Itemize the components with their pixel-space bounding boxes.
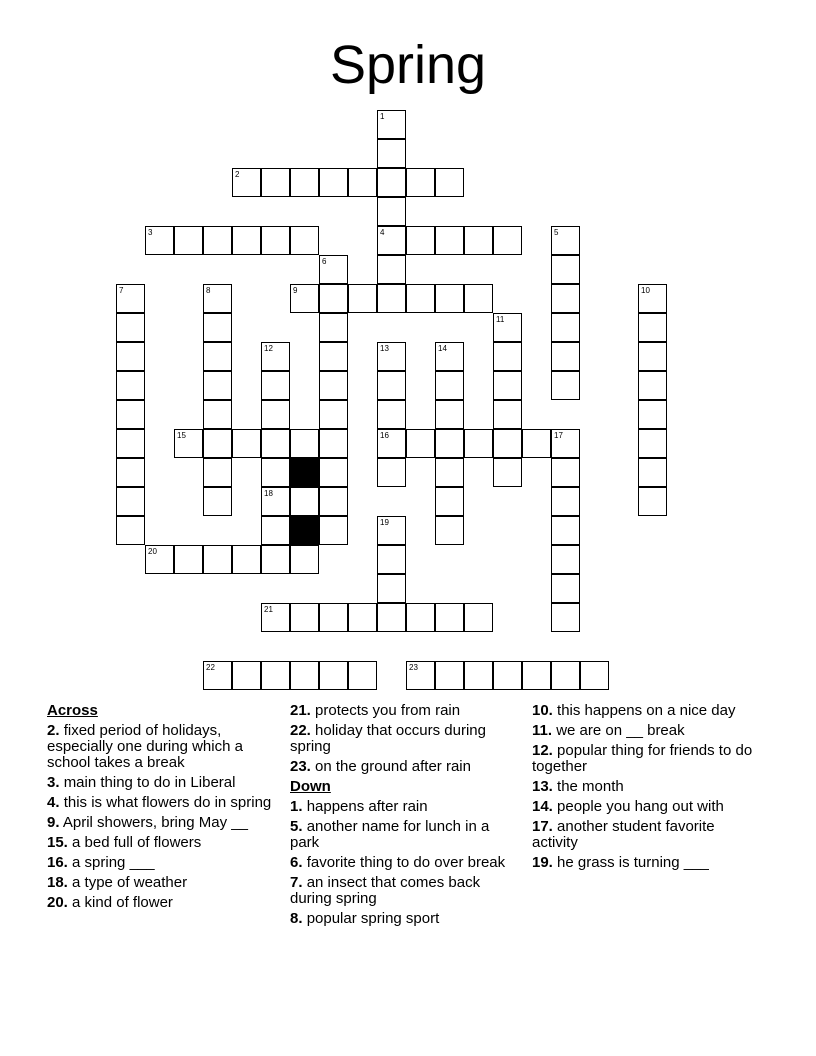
clue-down-7: 7. an insect that comes back during spring bbox=[290, 874, 481, 907]
cell-number: 15 bbox=[177, 431, 186, 440]
grid-cell[interactable] bbox=[290, 661, 319, 690]
black-cell bbox=[290, 516, 319, 545]
grid-cell[interactable] bbox=[232, 168, 261, 197]
grid-cell[interactable] bbox=[638, 371, 667, 400]
grid-cell[interactable] bbox=[290, 487, 319, 516]
grid-cell[interactable] bbox=[377, 342, 406, 371]
grid-cell[interactable] bbox=[319, 429, 348, 458]
clue-down-11: 11. we are on __ break bbox=[532, 722, 685, 739]
grid-cell[interactable] bbox=[116, 371, 145, 400]
grid-cell[interactable] bbox=[116, 458, 145, 487]
grid-cell[interactable] bbox=[261, 429, 290, 458]
grid-cell[interactable] bbox=[203, 487, 232, 516]
grid-cell[interactable] bbox=[551, 661, 580, 690]
grid-cell[interactable] bbox=[203, 313, 232, 342]
grid-cell[interactable] bbox=[464, 429, 493, 458]
clue-across-21: 21. protects you from rain bbox=[290, 702, 461, 719]
grid-cell[interactable] bbox=[261, 168, 290, 197]
across-heading: Across bbox=[47, 702, 98, 719]
grid-cell[interactable] bbox=[406, 429, 435, 458]
cell-number: 21 bbox=[264, 605, 273, 614]
grid-cell[interactable] bbox=[377, 400, 406, 429]
grid-cell[interactable] bbox=[145, 226, 174, 255]
grid-cell[interactable] bbox=[551, 516, 580, 545]
grid-cell[interactable] bbox=[116, 400, 145, 429]
grid-cell[interactable] bbox=[551, 371, 580, 400]
grid-cell[interactable] bbox=[493, 313, 522, 342]
cell-number: 7 bbox=[119, 286, 124, 295]
grid-cell[interactable] bbox=[377, 139, 406, 168]
cell-number: 2 bbox=[235, 170, 240, 179]
grid-cell[interactable] bbox=[493, 371, 522, 400]
grid-cell[interactable] bbox=[261, 487, 290, 516]
grid-cell[interactable] bbox=[406, 168, 435, 197]
grid-cell[interactable] bbox=[493, 226, 522, 255]
grid-cell[interactable] bbox=[145, 545, 174, 574]
grid-cell[interactable] bbox=[464, 226, 493, 255]
grid-cell[interactable] bbox=[377, 545, 406, 574]
grid-cell[interactable] bbox=[174, 545, 203, 574]
grid-cell[interactable] bbox=[377, 284, 406, 313]
grid-cell[interactable] bbox=[261, 226, 290, 255]
grid-cell[interactable] bbox=[406, 284, 435, 313]
grid-cell[interactable] bbox=[377, 458, 406, 487]
clue-down-17: 17. another student favorite activity bbox=[532, 818, 715, 851]
grid-cell[interactable] bbox=[261, 371, 290, 400]
grid-cell[interactable] bbox=[406, 603, 435, 632]
grid-cell[interactable] bbox=[435, 226, 464, 255]
grid-cell[interactable] bbox=[464, 661, 493, 690]
grid-cell[interactable] bbox=[348, 284, 377, 313]
grid-cell[interactable] bbox=[551, 487, 580, 516]
cell-number: 11 bbox=[496, 315, 505, 324]
grid-cell[interactable] bbox=[261, 545, 290, 574]
grid-cell[interactable] bbox=[232, 226, 261, 255]
black-cell bbox=[290, 458, 319, 487]
grid-cell[interactable] bbox=[232, 661, 261, 690]
grid-cell[interactable] bbox=[203, 545, 232, 574]
clue-column-1 bbox=[47, 700, 279, 915]
grid-cell[interactable] bbox=[551, 342, 580, 371]
grid-cell[interactable] bbox=[203, 661, 232, 690]
grid-cell[interactable] bbox=[377, 603, 406, 632]
cell-number: 14 bbox=[438, 344, 447, 353]
clue-across-15: 15. a bed full of flowers bbox=[47, 834, 202, 851]
grid-cell[interactable] bbox=[638, 429, 667, 458]
grid-cell[interactable] bbox=[522, 661, 551, 690]
grid-cell[interactable] bbox=[638, 487, 667, 516]
grid-cell[interactable] bbox=[348, 168, 377, 197]
down-heading: Down bbox=[290, 778, 331, 795]
grid-cell[interactable] bbox=[377, 574, 406, 603]
clue-down-14: 14. people you hang out with bbox=[532, 798, 724, 815]
clue-column-3 bbox=[532, 700, 764, 875]
clue-across-20: 20. a kind of flower bbox=[47, 894, 173, 911]
cell-number: 13 bbox=[380, 344, 389, 353]
grid-cell[interactable] bbox=[435, 458, 464, 487]
grid-cell[interactable] bbox=[638, 400, 667, 429]
grid-cell[interactable] bbox=[522, 429, 551, 458]
grid-cell[interactable] bbox=[638, 342, 667, 371]
grid-cell[interactable] bbox=[319, 487, 348, 516]
grid-cell[interactable] bbox=[203, 400, 232, 429]
clue-across-2: 2. fixed period of holidays, especially one during which a school takes a break bbox=[47, 722, 243, 771]
grid-cell[interactable] bbox=[319, 342, 348, 371]
grid-cell[interactable] bbox=[551, 429, 580, 458]
grid-cell[interactable] bbox=[435, 603, 464, 632]
clue-across-22: 22. holiday that occurs during spring bbox=[290, 722, 486, 755]
grid-cell[interactable] bbox=[435, 371, 464, 400]
grid-cell[interactable] bbox=[435, 487, 464, 516]
grid-cell[interactable] bbox=[435, 661, 464, 690]
page-title: Spring bbox=[329, 35, 487, 95]
grid-cell[interactable] bbox=[319, 400, 348, 429]
grid-cell[interactable] bbox=[638, 313, 667, 342]
grid-cell[interactable] bbox=[290, 603, 319, 632]
clue-across-23: 23. on the ground after rain bbox=[290, 758, 471, 775]
grid-cell[interactable] bbox=[319, 371, 348, 400]
grid-cell[interactable] bbox=[290, 545, 319, 574]
grid-cell[interactable] bbox=[232, 429, 261, 458]
clue-down-10: 10. this happens on a nice day bbox=[532, 702, 736, 719]
grid-cell[interactable] bbox=[290, 168, 319, 197]
grid-cell[interactable] bbox=[290, 226, 319, 255]
cell-number: 12 bbox=[264, 344, 273, 353]
grid-cell[interactable] bbox=[377, 429, 406, 458]
grid-cell[interactable] bbox=[174, 226, 203, 255]
grid-cell[interactable] bbox=[435, 342, 464, 371]
grid-cell[interactable] bbox=[551, 226, 580, 255]
grid-cell[interactable] bbox=[493, 458, 522, 487]
grid-cell[interactable] bbox=[261, 342, 290, 371]
grid-cell[interactable] bbox=[319, 313, 348, 342]
cell-number: 5 bbox=[554, 228, 559, 237]
grid-cell[interactable] bbox=[116, 487, 145, 516]
grid-cell[interactable] bbox=[261, 400, 290, 429]
grid-cell[interactable] bbox=[551, 284, 580, 313]
grid-cell[interactable] bbox=[203, 458, 232, 487]
grid-cell[interactable] bbox=[638, 284, 667, 313]
grid-cell[interactable] bbox=[377, 197, 406, 226]
clue-column-2 bbox=[290, 700, 522, 931]
grid-cell[interactable] bbox=[261, 603, 290, 632]
grid-cell[interactable] bbox=[203, 342, 232, 371]
clue-across-4: 4. this is what flowers do in spring bbox=[47, 794, 272, 811]
grid-cell[interactable] bbox=[290, 429, 319, 458]
grid-cell[interactable] bbox=[435, 516, 464, 545]
cell-number: 6 bbox=[322, 257, 327, 266]
grid-cell[interactable] bbox=[116, 313, 145, 342]
grid-cell[interactable] bbox=[406, 661, 435, 690]
grid-cell[interactable] bbox=[203, 371, 232, 400]
grid-cell[interactable] bbox=[348, 603, 377, 632]
grid-cell[interactable] bbox=[319, 284, 348, 313]
grid-cell[interactable] bbox=[203, 284, 232, 313]
grid-cell[interactable] bbox=[319, 168, 348, 197]
cell-number: 4 bbox=[380, 228, 385, 237]
grid-cell[interactable] bbox=[116, 516, 145, 545]
cell-number: 10 bbox=[641, 286, 650, 295]
cell-number: 3 bbox=[148, 228, 153, 237]
grid-cell[interactable] bbox=[464, 603, 493, 632]
cell-number: 23 bbox=[409, 663, 418, 672]
grid-cell[interactable] bbox=[435, 168, 464, 197]
grid-cell[interactable] bbox=[435, 400, 464, 429]
cell-number: 9 bbox=[293, 286, 298, 295]
grid-cell[interactable] bbox=[377, 168, 406, 197]
grid-cell[interactable] bbox=[464, 284, 493, 313]
grid-cell[interactable] bbox=[580, 661, 609, 690]
grid-cell[interactable] bbox=[174, 429, 203, 458]
grid-cell[interactable] bbox=[406, 226, 435, 255]
grid-cell[interactable] bbox=[551, 255, 580, 284]
cell-number: 22 bbox=[206, 663, 215, 672]
cell-number: 20 bbox=[148, 547, 157, 556]
grid-cell[interactable] bbox=[551, 603, 580, 632]
cell-number: 16 bbox=[380, 431, 389, 440]
grid-cell[interactable] bbox=[377, 110, 406, 139]
clue-across-18: 18. a type of weather bbox=[47, 874, 188, 891]
cell-number: 19 bbox=[380, 518, 389, 527]
grid-cell[interactable] bbox=[319, 458, 348, 487]
grid-cell[interactable] bbox=[116, 342, 145, 371]
grid-cell[interactable] bbox=[493, 342, 522, 371]
clue-down-5: 5. another name for lunch in a park bbox=[290, 818, 490, 851]
clue-across-9: 9. April showers, bring May __ bbox=[47, 814, 248, 831]
cell-number: 17 bbox=[554, 431, 563, 440]
clue-down-13: 13. the month bbox=[532, 778, 624, 795]
grid-cell[interactable] bbox=[319, 603, 348, 632]
grid-cell[interactable] bbox=[377, 516, 406, 545]
grid-cell[interactable] bbox=[203, 429, 232, 458]
grid-cell[interactable] bbox=[261, 661, 290, 690]
cell-number: 8 bbox=[206, 286, 211, 295]
grid-cell[interactable] bbox=[261, 458, 290, 487]
clue-across-3: 3. main thing to do in Liberal bbox=[47, 774, 236, 791]
grid-cell[interactable] bbox=[377, 226, 406, 255]
cell-number: 1 bbox=[380, 112, 385, 121]
clue-down-1: 1. happens after rain bbox=[290, 798, 428, 815]
grid-cell[interactable] bbox=[551, 458, 580, 487]
clue-down-12: 12. popular thing for friends to do together bbox=[532, 742, 753, 775]
grid-cell[interactable] bbox=[319, 516, 348, 545]
grid-cell[interactable] bbox=[638, 458, 667, 487]
grid-cell[interactable] bbox=[319, 661, 348, 690]
grid-cell[interactable] bbox=[551, 545, 580, 574]
grid-cell[interactable] bbox=[319, 255, 348, 284]
grid-cell[interactable] bbox=[435, 284, 464, 313]
clue-down-8: 8. popular spring sport bbox=[290, 910, 440, 927]
grid-cell[interactable] bbox=[232, 545, 261, 574]
grid-cell[interactable] bbox=[290, 284, 319, 313]
grid-cell[interactable] bbox=[116, 284, 145, 313]
grid-cell[interactable] bbox=[435, 429, 464, 458]
grid-cell[interactable] bbox=[116, 429, 145, 458]
clue-down-19: 19. he grass is turning ___ bbox=[532, 854, 709, 871]
grid-cell[interactable] bbox=[493, 429, 522, 458]
cell-number: 18 bbox=[264, 489, 273, 498]
grid-cell[interactable] bbox=[203, 226, 232, 255]
grid-cell[interactable] bbox=[377, 371, 406, 400]
clue-across-16: 16. a spring ___ bbox=[47, 854, 155, 871]
grid-cell[interactable] bbox=[493, 661, 522, 690]
clue-down-6: 6. favorite thing to do over break bbox=[290, 854, 506, 871]
grid-cell[interactable] bbox=[377, 255, 406, 284]
grid-cell[interactable] bbox=[348, 661, 377, 690]
grid-cell[interactable] bbox=[551, 313, 580, 342]
grid-cell[interactable] bbox=[261, 516, 290, 545]
grid-cell[interactable] bbox=[493, 400, 522, 429]
grid-cell[interactable] bbox=[551, 574, 580, 603]
